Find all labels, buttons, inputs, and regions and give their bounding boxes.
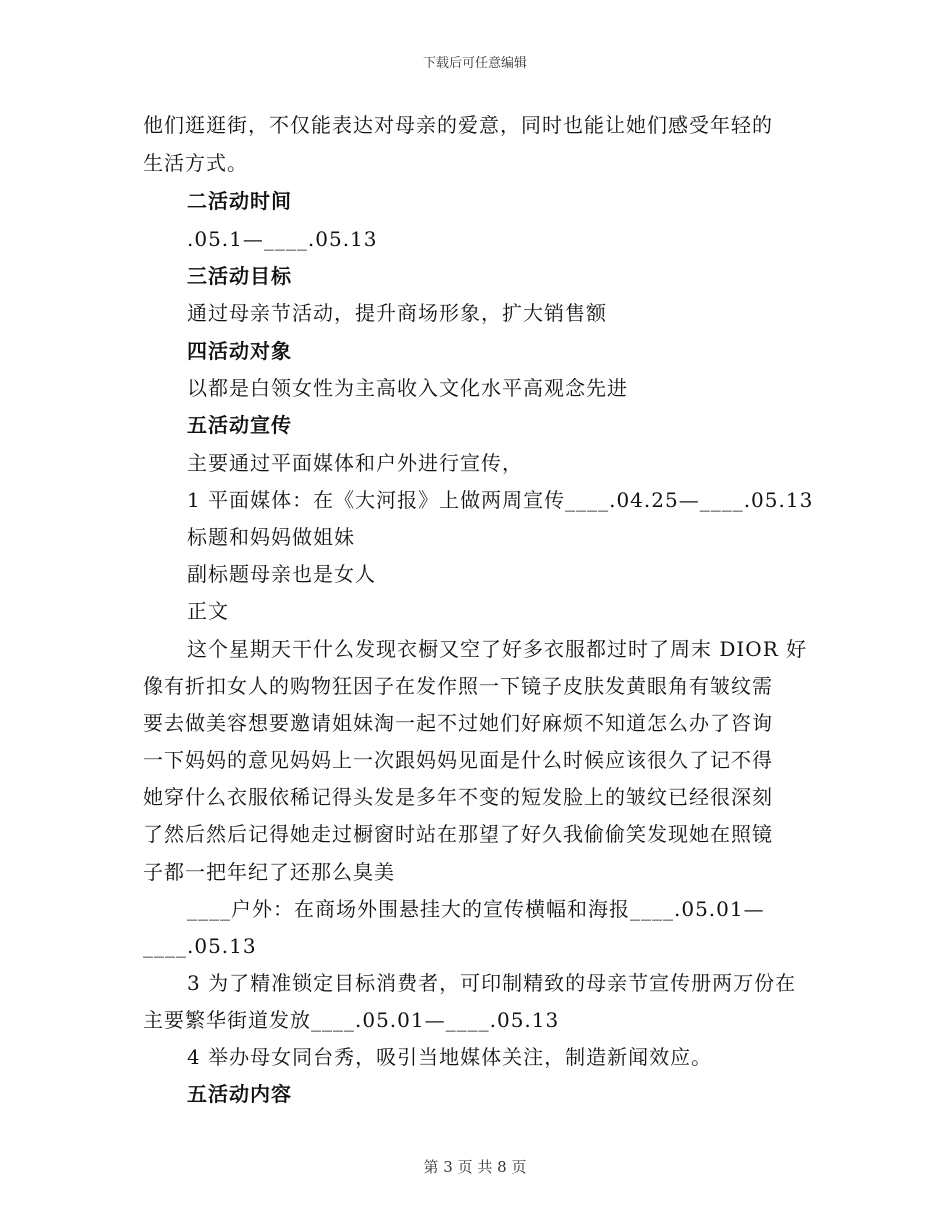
body-line: 生活方式。: [143, 151, 248, 175]
body-line: 一下妈妈的意见妈妈上一次跟妈妈见面是什么时候应该很久了记不得: [143, 748, 773, 772]
body-line: 这个星期天干什么发现衣橱又空了好多衣服都过时了周末 DIOR 好: [187, 637, 808, 661]
section-heading-audience: 四活动对象: [187, 339, 292, 363]
body-line: 4 举办母女同台秀，吸引当地媒体关注，制造新闻效应。: [187, 1045, 713, 1069]
body-line: 他们逛逛街，不仅能表达对母亲的爱意，同时也能让她们感受年轻的: [143, 113, 773, 137]
body-line: .05.1—____.05.13: [187, 227, 378, 251]
section-heading-content: 五活动内容: [187, 1082, 292, 1106]
page-header-note: 下载后可任意编辑: [422, 56, 527, 71]
body-line: 主要繁华街道发放____.05.01—____.05.13: [143, 1008, 560, 1032]
page-footer-number: 第 3 页 共 8 页: [423, 1158, 527, 1176]
body-line: 她穿什么衣服依稀记得头发是多年不变的短发脸上的皱纹已经很深刻: [143, 785, 773, 809]
body-line: 子都一把年纪了还那么臭美: [143, 860, 395, 884]
body-line: ____.05.13: [143, 934, 257, 958]
body-line: 副标题母亲也是女人: [187, 562, 376, 586]
body-line: 标题和妈妈做姐妹: [187, 525, 355, 549]
body-line: 要去做美容想要邀请姐妹淘一起不过她们好麻烦不知道怎么办了咨询: [143, 711, 773, 735]
body-line: 3 为了精准锁定目标消费者，可印制精致的母亲节宣传册两万份在: [187, 971, 797, 995]
body-line: 以都是白领女性为主高收入文化水平高观念先进: [187, 376, 628, 400]
body-line: ____户外：在商场外围悬挂大的宣传横幅和海报____.05.01—: [187, 897, 765, 921]
section-heading-promotion: 五活动宣传: [187, 413, 292, 437]
body-line: 正文: [187, 599, 229, 623]
body-line: 通过母亲节活动，提升商场形象，扩大销售额: [187, 301, 607, 325]
section-heading-time: 二活动时间: [187, 189, 292, 213]
body-line: 了然后然后记得她走过橱窗时站在那望了好久我偷偷笑发现她在照镜: [143, 822, 773, 846]
body-line: 像有折扣女人的购物狂因子在发作照一下镜子皮肤发黄眼角有皱纹需: [143, 674, 773, 698]
body-line: 1 平面媒体：在《大河报》上做两周宣传____.04.25—____.05.13: [187, 488, 814, 512]
section-heading-goal: 三活动目标: [187, 264, 292, 288]
body-line: 主要通过平面媒体和户外进行宣传，: [187, 451, 523, 475]
